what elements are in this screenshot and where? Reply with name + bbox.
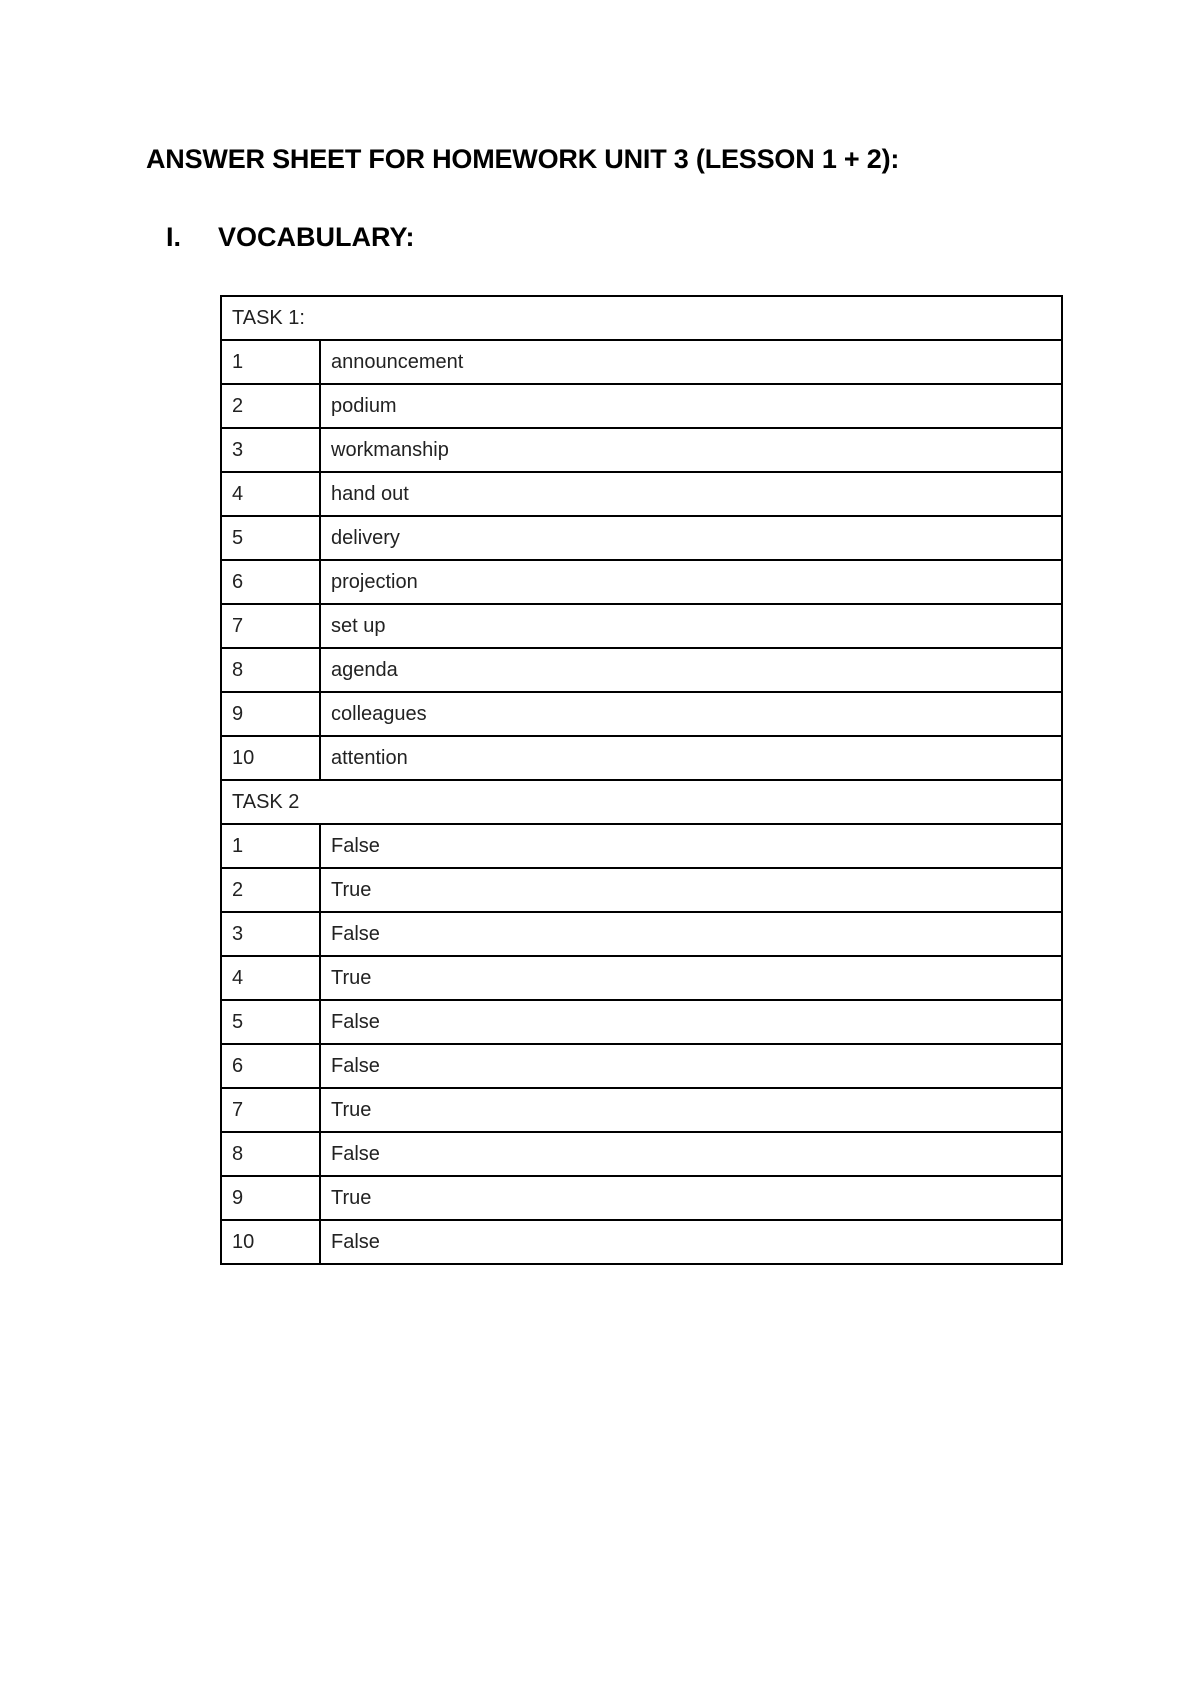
question-number: 8 xyxy=(221,648,320,692)
table-row xyxy=(221,824,1062,868)
answer-cell: False xyxy=(320,1132,1062,1176)
table-row xyxy=(221,472,1062,516)
question-number: 10 xyxy=(221,736,320,780)
section-title: VOCABULARY: xyxy=(218,222,415,252)
question-number: 6 xyxy=(221,1044,320,1088)
section-heading xyxy=(166,222,415,253)
answer-cell: podium xyxy=(320,384,1062,428)
answer-cell: True xyxy=(320,1088,1062,1132)
question-number: 8 xyxy=(221,1132,320,1176)
answer-cell: False xyxy=(320,1000,1062,1044)
question-number: 5 xyxy=(221,516,320,560)
table-row xyxy=(221,516,1062,560)
question-number: 9 xyxy=(221,1176,320,1220)
answer-table xyxy=(220,295,1063,1265)
question-number: 5 xyxy=(221,1000,320,1044)
answer-cell: False xyxy=(320,824,1062,868)
table-row xyxy=(221,428,1062,472)
task-label: TASK 1: xyxy=(221,296,1062,340)
question-number: 10 xyxy=(221,1220,320,1264)
answer-cell: hand out xyxy=(320,472,1062,516)
question-number: 9 xyxy=(221,692,320,736)
answer-cell: True xyxy=(320,956,1062,1000)
answer-cell: False xyxy=(320,1044,1062,1088)
task-header-row xyxy=(221,296,1062,340)
task-header-row xyxy=(221,780,1062,824)
question-number: 2 xyxy=(221,868,320,912)
table-row xyxy=(221,1044,1062,1088)
table-row xyxy=(221,604,1062,648)
table-row xyxy=(221,912,1062,956)
question-number: 7 xyxy=(221,1088,320,1132)
table-row xyxy=(221,1088,1062,1132)
question-number: 6 xyxy=(221,560,320,604)
answer-cell: set up xyxy=(320,604,1062,648)
question-number: 7 xyxy=(221,604,320,648)
table-row xyxy=(221,1220,1062,1264)
question-number: 4 xyxy=(221,956,320,1000)
question-number: 3 xyxy=(221,428,320,472)
answer-cell: False xyxy=(320,912,1062,956)
table-row xyxy=(221,384,1062,428)
table-row xyxy=(221,340,1062,384)
table-row xyxy=(221,1132,1062,1176)
question-number: 1 xyxy=(221,340,320,384)
answer-cell: colleagues xyxy=(320,692,1062,736)
question-number: 1 xyxy=(221,824,320,868)
answer-cell: attention xyxy=(320,736,1062,780)
answer-table-body xyxy=(221,296,1062,1264)
answer-cell: False xyxy=(320,1220,1062,1264)
question-number: 4 xyxy=(221,472,320,516)
table-row xyxy=(221,692,1062,736)
table-row xyxy=(221,956,1062,1000)
question-number: 2 xyxy=(221,384,320,428)
answer-cell: True xyxy=(320,1176,1062,1220)
answer-cell: agenda xyxy=(320,648,1062,692)
answer-cell: announcement xyxy=(320,340,1062,384)
section-number: I. xyxy=(166,222,182,252)
answer-cell: delivery xyxy=(320,516,1062,560)
answer-cell: projection xyxy=(320,560,1062,604)
answer-cell: True xyxy=(320,868,1062,912)
table-row xyxy=(221,560,1062,604)
table-row xyxy=(221,1176,1062,1220)
table-row xyxy=(221,648,1062,692)
answer-cell: workmanship xyxy=(320,428,1062,472)
table-row xyxy=(221,868,1062,912)
table-row xyxy=(221,736,1062,780)
question-number: 3 xyxy=(221,912,320,956)
table-row xyxy=(221,1000,1062,1044)
task-label: TASK 2 xyxy=(221,780,1062,824)
page-title: ANSWER SHEET FOR HOMEWORK UNIT 3 (LESSON 1 + 2): xyxy=(146,144,900,174)
